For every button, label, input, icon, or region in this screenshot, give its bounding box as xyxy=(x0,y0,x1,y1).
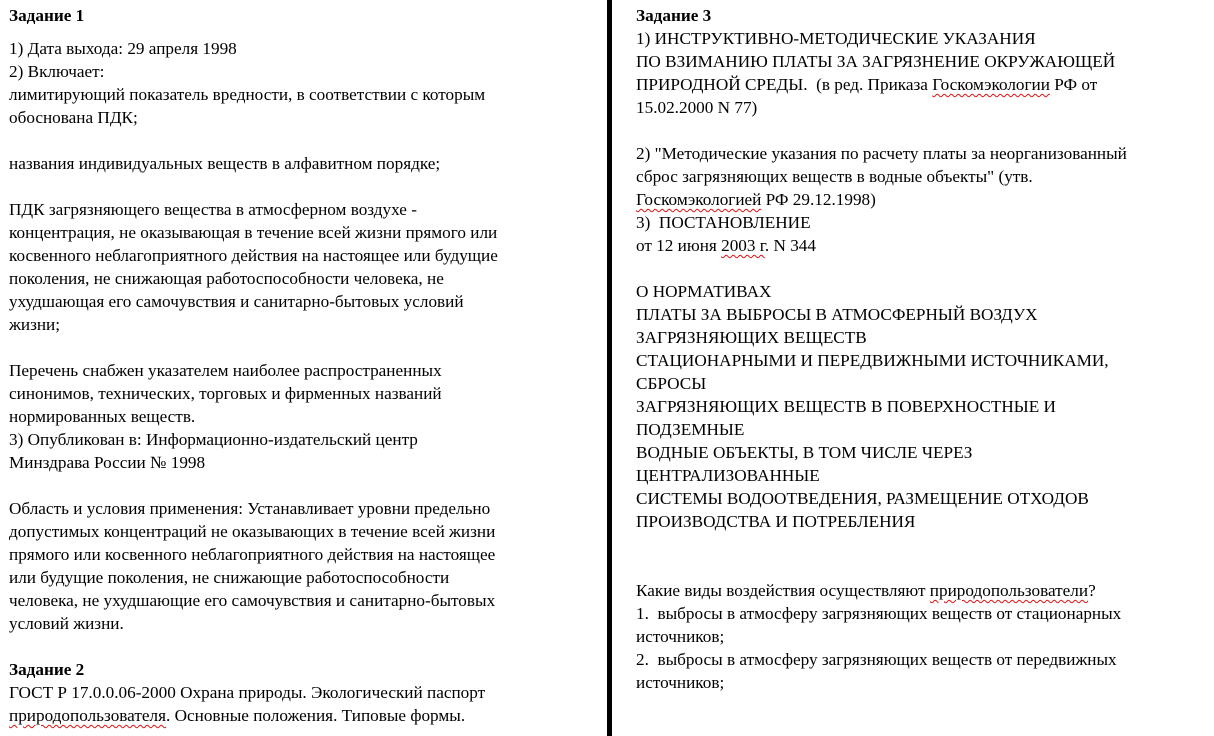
norms-line-6: ЗАГРЯЗНЯЮЩИХ ВЕЩЕСТВ В ПОВЕРХНОСТНЫЕ И xyxy=(636,397,1056,416)
pdk-text-line-1: ПДК загрязняющего вещества в атмосферном воздухе - xyxy=(9,200,417,219)
gost-line-2 xyxy=(9,704,599,727)
instruction-line-2: ПО ВЗИМАНИЮ ПЛАТЫ ЗА ЗАГРЯЗНЕНИЕ ОКРУЖАЮЩЕЙ xyxy=(636,52,1116,71)
spellcheck-word[interactable]: природопользователя xyxy=(9,706,166,725)
instruction-line-3-start: ПРИРОДНОЙ СРЕДЫ. (в ред. Приказа xyxy=(636,75,933,94)
pdk-text-line-5: ухудшающая его самочувствия и санитарно-бытовых условий xyxy=(9,292,464,311)
answer1-line-2: источников; xyxy=(636,627,725,646)
names-text-line: названия индивидуальных веществ в алфавитном порядке; xyxy=(9,154,441,173)
includes-line: 2) Включает: xyxy=(9,62,105,81)
pdk-text-line-2: концентрация, не оказывающая в течение всей жизни прямого или xyxy=(9,223,498,242)
limit-text-line-1: лимитирующий показатель вредности, в соответствии с которым xyxy=(9,85,486,104)
pdk-text-line-4: поколения, не снижающая работоспособности человека, не xyxy=(9,269,444,288)
method-line-3-end: РФ 29.12.1998) xyxy=(761,190,876,209)
decree-line-2-end: . N 344 xyxy=(764,236,816,255)
scope-text-line-1: Область и условия применения: Устанавливает уровни предельно xyxy=(9,499,491,518)
published-line-2: Минздрава России № 1998 xyxy=(9,453,206,472)
answer2-line-1: 2. выбросы в атмосферу загрязняющих веществ от передвижных xyxy=(636,650,1117,669)
list-text-line-3: нормированных веществ. xyxy=(9,407,196,426)
task2-heading: Задание 2 xyxy=(9,660,85,679)
instruction-line-4: 15.02.2000 N 77) xyxy=(636,98,758,117)
spellcheck-word[interactable]: 2003 г xyxy=(721,236,765,255)
scope-text-line-4: или будущие поколения, не снижающие работоспособности xyxy=(9,568,450,587)
norms-line-7: ПОДЗЕМНЫЕ xyxy=(636,420,745,439)
pdk-text-line-6: жизни; xyxy=(9,315,61,334)
release-date-line: 1) Дата выхода: 29 апреля 1998 xyxy=(9,39,237,58)
right-column xyxy=(636,0,1206,736)
decree-line-2 xyxy=(636,234,1206,257)
instruction-line-1: 1) ИНСТРУКТИВНО-МЕТОДИЧЕСКИЕ УКАЗАНИЯ xyxy=(636,29,1036,48)
method-line-2: сброс загрязняющих веществ в водные объекты" (утв. xyxy=(636,167,1033,186)
limit-text-line-2: обоснована ПДК; xyxy=(9,108,138,127)
scope-text-line-2: допустимых концентраций не оказывающих в течение всей жизни xyxy=(9,522,496,541)
question-line xyxy=(636,579,1206,602)
spellcheck-word[interactable]: Госкомэкологии xyxy=(932,75,1050,94)
scope-text-line-6: условий жизни. xyxy=(9,614,124,633)
norms-line-10: СИСТЕМЫ ВОДООТВЕДЕНИЯ, РАЗМЕЩЕНИЕ ОТХОДОВ xyxy=(636,489,1089,508)
task3-heading: Задание 3 xyxy=(636,6,712,25)
answer1-line-1: 1. выбросы в атмосферу загрязняющих веществ от стационарных xyxy=(636,604,1122,623)
instruction-line-3 xyxy=(636,73,1206,96)
gost-line-1: ГОСТ Р 17.0.0.06-2000 Охрана природы. Экологический паспорт xyxy=(9,683,486,702)
scope-text-line-5: человека, не ухудшающие его самочувствия и санитарно-бытовых xyxy=(9,591,496,610)
decree-line-2-start: от 12 июня xyxy=(636,236,722,255)
task1-heading: Задание 1 xyxy=(9,6,85,25)
scope-text-line-3: прямого или косвенного неблагоприятного действия на настоящее xyxy=(9,545,496,564)
norms-line-9: ЦЕНТРАЛИЗОВАННЫЕ xyxy=(636,466,820,485)
norms-line-1: О НОРМАТИВАХ xyxy=(636,282,772,301)
answer2-line-2: источников; xyxy=(636,673,725,692)
published-line-1: 3) Опубликован в: Информационно-издательский центр xyxy=(9,430,418,449)
decree-line-1: 3) ПОСТАНОВЛЕНИЕ xyxy=(636,213,811,232)
norms-line-3: ЗАГРЯЗНЯЮЩИХ ВЕЩЕСТВ xyxy=(636,328,867,347)
pdk-text-line-3: косвенного неблагоприятного действия на настоящее или будущие xyxy=(9,246,498,265)
question-end: ? xyxy=(1088,581,1096,600)
gost-line-2-rest: . Основные положения. Типовые формы. xyxy=(165,706,466,725)
norms-line-2: ПЛАТЫ ЗА ВЫБРОСЫ В АТМОСФЕРНЫЙ ВОЗДУХ xyxy=(636,305,1038,324)
question-start: Какие виды воздействия осуществляют xyxy=(636,581,930,600)
list-text-line-2: синонимов, технических, торговых и фирменных названий xyxy=(9,384,442,403)
column-divider xyxy=(607,0,612,736)
method-line-3 xyxy=(636,188,1206,211)
spellcheck-word[interactable]: Госкомэкологией xyxy=(636,190,762,209)
norms-line-8: ВОДНЫЕ ОБЪЕКТЫ, В ТОМ ЧИСЛЕ ЧЕРЕЗ xyxy=(636,443,973,462)
norms-line-11: ПРОИЗВОДСТВА И ПОТРЕБЛЕНИЯ xyxy=(636,512,916,531)
instruction-line-3-end: РФ от xyxy=(1049,75,1098,94)
spellcheck-word[interactable]: природопользователи xyxy=(929,581,1089,600)
norms-line-5: СБРОСЫ xyxy=(636,374,707,393)
norms-line-4: СТАЦИОНАРНЫМИ И ПЕРЕДВИЖНЫМИ ИСТОЧНИКАМИ, xyxy=(636,351,1109,370)
method-line-1: 2) "Методические указания по расчету платы за неорганизованный xyxy=(636,144,1127,163)
left-column xyxy=(9,0,599,736)
list-text-line-1: Перечень снабжен указателем наиболее распространенных xyxy=(9,361,442,380)
